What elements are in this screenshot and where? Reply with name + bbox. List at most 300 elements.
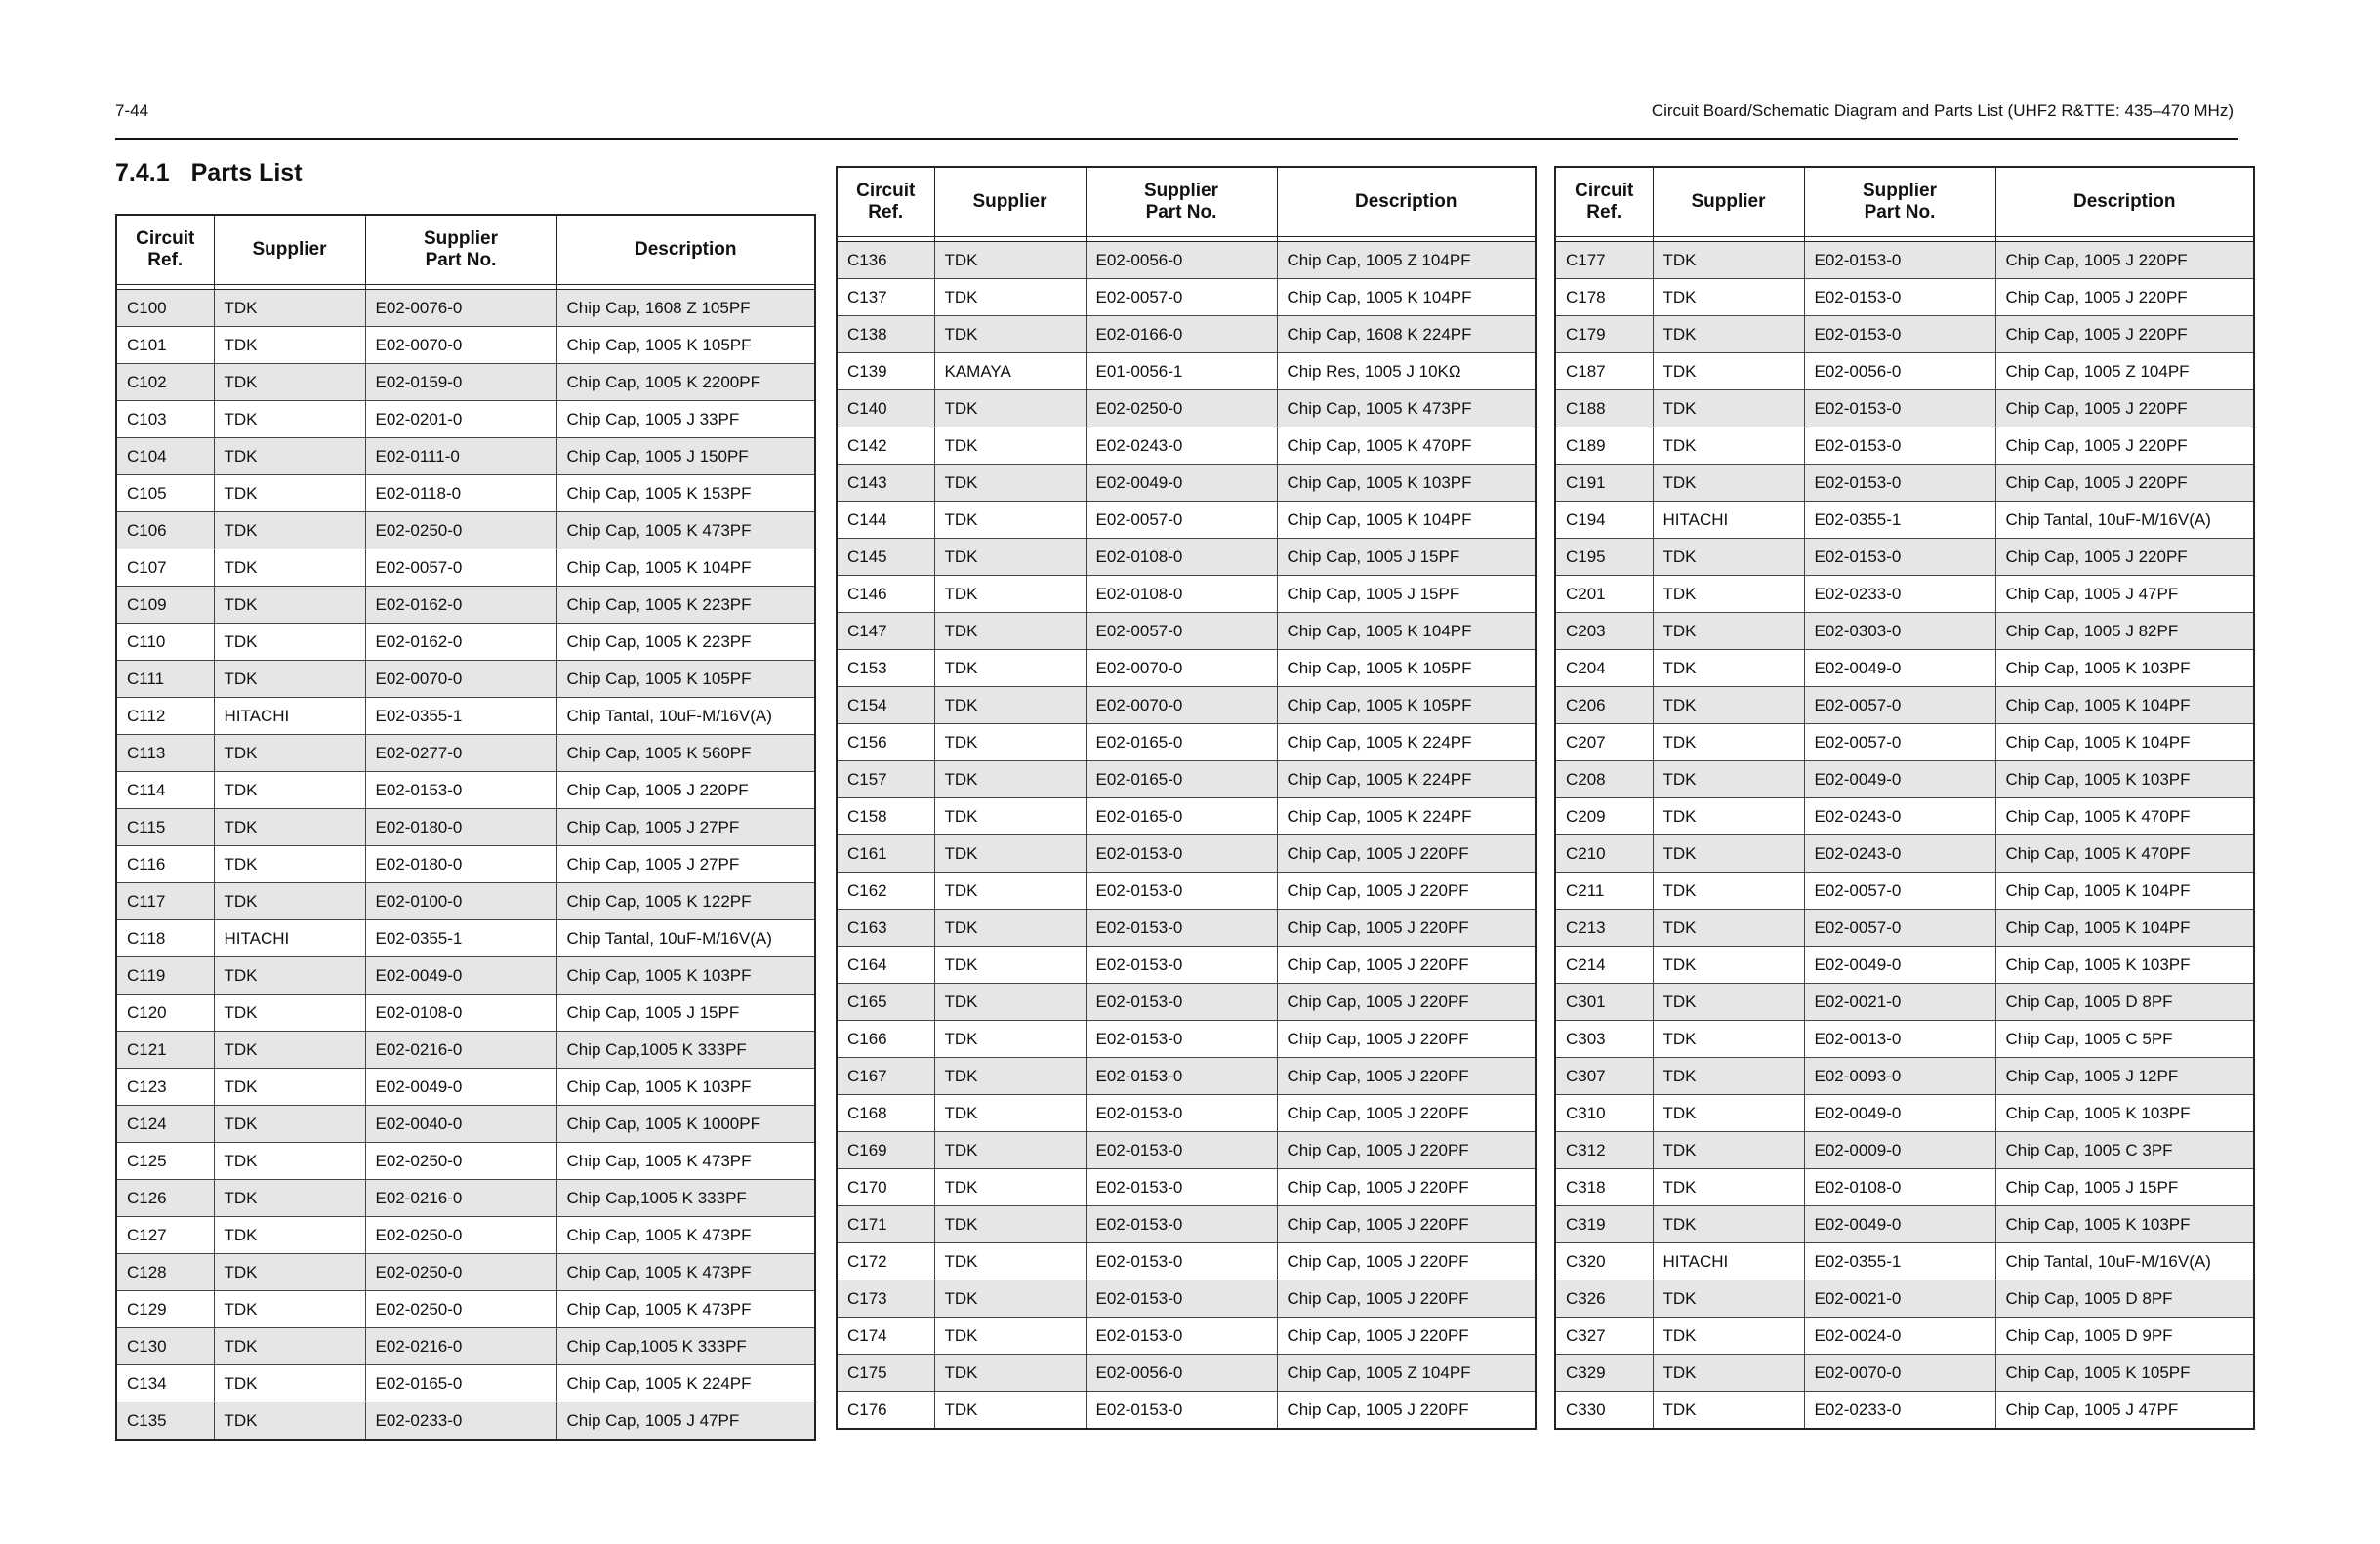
table-row — [116, 772, 815, 809]
cell-part-no: E02-0057-0 — [1086, 613, 1277, 650]
cell-supplier: TDK — [1653, 1169, 1804, 1206]
cell-description: Chip Cap, 1005 K 104PF — [1995, 873, 2254, 910]
cell-description: Chip Cap, 1005 K 104PF — [1995, 910, 2254, 947]
cell-circuit-ref: C327 — [1555, 1318, 1653, 1355]
cell-description: Chip Tantal, 10uF-M/16V(A) — [1995, 1243, 2254, 1280]
cell-supplier: TDK — [934, 1206, 1086, 1243]
cell-circuit-ref: C187 — [1555, 353, 1653, 390]
cell-supplier: TDK — [214, 1180, 365, 1217]
table-row — [1555, 1095, 2254, 1132]
cell-circuit-ref: C214 — [1555, 947, 1653, 984]
table-row — [1555, 1132, 2254, 1169]
cell-circuit-ref: C130 — [116, 1328, 214, 1365]
cell-circuit-ref: C158 — [837, 798, 934, 835]
cell-supplier: TDK — [934, 1132, 1086, 1169]
cell-description: Chip Cap,1005 K 333PF — [556, 1328, 815, 1365]
cell-part-no: E02-0355-1 — [365, 920, 556, 957]
cell-description: Chip Cap, 1005 J 220PF — [1277, 947, 1536, 984]
table-row — [837, 427, 1536, 465]
cell-part-no: E02-0153-0 — [1804, 539, 1995, 576]
table-row — [1555, 353, 2254, 390]
cell-supplier: TDK — [1653, 761, 1804, 798]
header-supplier: Supplier — [214, 215, 365, 285]
cell-supplier: TDK — [934, 576, 1086, 613]
cell-supplier: TDK — [934, 724, 1086, 761]
cell-circuit-ref: C101 — [116, 327, 214, 364]
cell-supplier: TDK — [1653, 910, 1804, 947]
cell-description: Chip Cap, 1005 K 104PF — [1277, 613, 1536, 650]
table-row — [837, 242, 1536, 279]
cell-description: Chip Tantal, 10uF-M/16V(A) — [556, 920, 815, 957]
cell-supplier: TDK — [214, 661, 365, 698]
cell-description: Chip Cap, 1005 J 220PF — [1277, 1206, 1536, 1243]
cell-description: Chip Cap, 1005 J 220PF — [1277, 835, 1536, 873]
cell-supplier: TDK — [1653, 390, 1804, 427]
cell-description: Chip Cap, 1005 J 220PF — [1277, 910, 1536, 947]
cell-description: Chip Cap, 1005 K 104PF — [1277, 502, 1536, 539]
cell-supplier: HITACHI — [214, 698, 365, 735]
table-row — [1555, 316, 2254, 353]
cell-description: Chip Cap, 1005 J 47PF — [556, 1402, 815, 1441]
cell-part-no: E02-0049-0 — [365, 957, 556, 995]
cell-supplier: TDK — [934, 835, 1086, 873]
cell-circuit-ref: C142 — [837, 427, 934, 465]
table-row — [837, 576, 1536, 613]
cell-circuit-ref: C171 — [837, 1206, 934, 1243]
table-row — [1555, 835, 2254, 873]
cell-description: Chip Cap, 1005 K 473PF — [556, 1254, 815, 1291]
cell-description: Chip Cap, 1005 J 220PF — [1277, 984, 1536, 1021]
cell-supplier: TDK — [934, 947, 1086, 984]
cell-description: Chip Tantal, 10uF-M/16V(A) — [1995, 502, 2254, 539]
cell-circuit-ref: C136 — [837, 242, 934, 279]
header-description: Description — [1995, 167, 2254, 237]
cell-circuit-ref: C161 — [837, 835, 934, 873]
cell-circuit-ref: C176 — [837, 1392, 934, 1430]
cell-supplier: TDK — [934, 613, 1086, 650]
cell-description: Chip Cap, 1005 K 470PF — [1277, 427, 1536, 465]
cell-part-no: E02-0243-0 — [1804, 798, 1995, 835]
table-row — [116, 957, 815, 995]
cell-part-no: E02-0057-0 — [1086, 279, 1277, 316]
table-row — [837, 1132, 1536, 1169]
cell-supplier: TDK — [934, 427, 1086, 465]
table-row — [116, 549, 815, 587]
table-row — [116, 327, 815, 364]
cell-circuit-ref: C120 — [116, 995, 214, 1032]
cell-supplier: TDK — [934, 1355, 1086, 1392]
cell-supplier: TDK — [214, 1328, 365, 1365]
cell-description: Chip Cap, 1005 J 220PF — [1995, 465, 2254, 502]
section-heading — [115, 159, 303, 187]
cell-description: Chip Cap, 1005 J 220PF — [1277, 1021, 1536, 1058]
cell-part-no: E01-0056-1 — [1086, 353, 1277, 390]
cell-circuit-ref: C166 — [837, 1021, 934, 1058]
cell-description: Chip Cap, 1005 J 82PF — [1995, 613, 2254, 650]
table-row — [1555, 687, 2254, 724]
table-row — [837, 984, 1536, 1021]
cell-description: Chip Cap, 1005 J 15PF — [556, 995, 815, 1032]
cell-part-no: E02-0049-0 — [1804, 947, 1995, 984]
cell-description: Chip Cap, 1005 J 220PF — [1277, 1058, 1536, 1095]
cell-description: Chip Cap, 1005 K 473PF — [556, 1291, 815, 1328]
cell-part-no: E02-0108-0 — [1086, 576, 1277, 613]
cell-circuit-ref: C138 — [837, 316, 934, 353]
cell-part-no: E02-0153-0 — [365, 772, 556, 809]
cell-part-no: E02-0153-0 — [1086, 1021, 1277, 1058]
table-row — [1555, 502, 2254, 539]
table-row — [116, 846, 815, 883]
cell-circuit-ref: C102 — [116, 364, 214, 401]
table-row — [116, 995, 815, 1032]
cell-circuit-ref: C127 — [116, 1217, 214, 1254]
table-row — [116, 512, 815, 549]
cell-description: Chip Cap, 1005 J 220PF — [1995, 242, 2254, 279]
table-row — [837, 1243, 1536, 1280]
cell-part-no: E02-0056-0 — [1086, 242, 1277, 279]
cell-part-no: E02-0201-0 — [365, 401, 556, 438]
cell-description: Chip Cap, 1005 K 473PF — [556, 1217, 815, 1254]
cell-description: Chip Cap, 1005 K 2200PF — [556, 364, 815, 401]
cell-supplier: TDK — [1653, 1132, 1804, 1169]
cell-description: Chip Cap, 1005 K 103PF — [1995, 1206, 2254, 1243]
cell-description: Chip Cap, 1005 K 103PF — [1995, 1095, 2254, 1132]
table-row — [116, 883, 815, 920]
cell-description: Chip Cap, 1005 D 8PF — [1995, 1280, 2254, 1318]
cell-description: Chip Cap, 1005 J 15PF — [1277, 539, 1536, 576]
cell-circuit-ref: C330 — [1555, 1392, 1653, 1430]
cell-circuit-ref: C128 — [116, 1254, 214, 1291]
cell-part-no: E02-0243-0 — [1086, 427, 1277, 465]
cell-circuit-ref: C114 — [116, 772, 214, 809]
cell-supplier: TDK — [934, 1095, 1086, 1132]
table-row — [1555, 947, 2254, 984]
cell-supplier: TDK — [1653, 1392, 1804, 1430]
cell-circuit-ref: C139 — [837, 353, 934, 390]
cell-circuit-ref: C106 — [116, 512, 214, 549]
cell-part-no: E02-0108-0 — [365, 995, 556, 1032]
cell-part-no: E02-0153-0 — [1086, 1058, 1277, 1095]
table-row — [116, 587, 815, 624]
cell-circuit-ref: C211 — [1555, 873, 1653, 910]
cell-circuit-ref: C118 — [116, 920, 214, 957]
cell-part-no: E02-0250-0 — [1086, 390, 1277, 427]
cell-part-no: E02-0153-0 — [1804, 316, 1995, 353]
table-row — [1555, 1058, 2254, 1095]
cell-part-no: E02-0070-0 — [1086, 650, 1277, 687]
cell-part-no: E02-0165-0 — [1086, 761, 1277, 798]
cell-supplier: TDK — [214, 1365, 365, 1402]
cell-supplier: TDK — [1653, 539, 1804, 576]
cell-part-no: E02-0070-0 — [1086, 687, 1277, 724]
cell-part-no: E02-0070-0 — [365, 661, 556, 698]
table-row — [116, 364, 815, 401]
table-row — [116, 661, 815, 698]
cell-supplier: TDK — [934, 390, 1086, 427]
table-row — [837, 1355, 1536, 1392]
cell-circuit-ref: C301 — [1555, 984, 1653, 1021]
cell-supplier: TDK — [214, 401, 365, 438]
cell-circuit-ref: C105 — [116, 475, 214, 512]
parts-table-3 — [1554, 166, 2255, 1430]
cell-circuit-ref: C156 — [837, 724, 934, 761]
table-row — [116, 1032, 815, 1069]
cell-part-no: E02-0250-0 — [365, 512, 556, 549]
cell-supplier: TDK — [214, 475, 365, 512]
table-row — [116, 475, 815, 512]
cell-part-no: E02-0153-0 — [1086, 1318, 1277, 1355]
cell-part-no: E02-0166-0 — [1086, 316, 1277, 353]
cell-circuit-ref: C147 — [837, 613, 934, 650]
table-row — [1555, 1318, 2254, 1355]
cell-part-no: E02-0056-0 — [1804, 353, 1995, 390]
header-part-no: Supplier Part No. — [365, 215, 556, 285]
table-row — [1555, 873, 2254, 910]
cell-circuit-ref: C110 — [116, 624, 214, 661]
cell-circuit-ref: C179 — [1555, 316, 1653, 353]
cell-part-no: E02-0180-0 — [365, 809, 556, 846]
cell-circuit-ref: C146 — [837, 576, 934, 613]
cell-circuit-ref: C307 — [1555, 1058, 1653, 1095]
cell-circuit-ref: C172 — [837, 1243, 934, 1280]
cell-description: Chip Cap, 1005 K 224PF — [1277, 798, 1536, 835]
cell-part-no: E02-0216-0 — [365, 1328, 556, 1365]
header-rule — [115, 138, 2238, 140]
cell-circuit-ref: C112 — [116, 698, 214, 735]
cell-part-no: E02-0057-0 — [1804, 724, 1995, 761]
cell-supplier: TDK — [214, 587, 365, 624]
cell-circuit-ref: C320 — [1555, 1243, 1653, 1280]
cell-circuit-ref: C104 — [116, 438, 214, 475]
table-row — [116, 1143, 815, 1180]
cell-supplier: TDK — [1653, 316, 1804, 353]
cell-supplier: TDK — [214, 438, 365, 475]
cell-description: Chip Cap, 1005 K 223PF — [556, 587, 815, 624]
header-description: Description — [556, 215, 815, 285]
cell-circuit-ref: C303 — [1555, 1021, 1653, 1058]
cell-part-no: E02-0049-0 — [1804, 1206, 1995, 1243]
cell-description: Chip Cap, 1005 K 224PF — [1277, 724, 1536, 761]
table-row — [837, 835, 1536, 873]
cell-description: Chip Cap, 1005 K 103PF — [1995, 761, 2254, 798]
table-row — [1555, 984, 2254, 1021]
running-title: Circuit Board/Schematic Diagram and Parts List (UHF2 R&TTE: 435–470 MHz) — [1651, 102, 2234, 120]
cell-supplier: TDK — [1653, 279, 1804, 316]
cell-part-no: E02-0153-0 — [1804, 465, 1995, 502]
table-row — [116, 809, 815, 846]
cell-circuit-ref: C326 — [1555, 1280, 1653, 1318]
cell-description: Chip Cap, 1005 J 47PF — [1995, 1392, 2254, 1430]
cell-supplier: TDK — [934, 1318, 1086, 1355]
cell-description: Chip Cap, 1005 D 9PF — [1995, 1318, 2254, 1355]
cell-part-no: E02-0021-0 — [1804, 984, 1995, 1021]
cell-circuit-ref: C153 — [837, 650, 934, 687]
cell-description: Chip Cap, 1005 K 153PF — [556, 475, 815, 512]
cell-supplier: TDK — [934, 1058, 1086, 1095]
cell-description: Chip Cap, 1005 K 103PF — [1995, 650, 2254, 687]
cell-description: Chip Cap,1005 K 333PF — [556, 1180, 815, 1217]
table-row — [116, 735, 815, 772]
table-row — [116, 1291, 815, 1328]
table-row — [1555, 1021, 2254, 1058]
table-row — [1555, 1169, 2254, 1206]
cell-supplier: TDK — [214, 883, 365, 920]
cell-description: Chip Cap, 1005 K 103PF — [1277, 465, 1536, 502]
table-row — [116, 1254, 815, 1291]
table-header-row — [116, 215, 815, 285]
table-row — [837, 761, 1536, 798]
cell-supplier: TDK — [214, 290, 365, 327]
cell-part-no: E02-0153-0 — [1804, 427, 1995, 465]
table-row — [837, 502, 1536, 539]
cell-part-no: E02-0153-0 — [1086, 1280, 1277, 1318]
cell-part-no: E02-0049-0 — [1804, 761, 1995, 798]
header-part-no: Supplier Part No. — [1804, 167, 1995, 237]
cell-supplier: TDK — [214, 1217, 365, 1254]
table-row — [837, 316, 1536, 353]
cell-supplier: TDK — [1653, 984, 1804, 1021]
cell-supplier: TDK — [934, 873, 1086, 910]
table-row — [1555, 1355, 2254, 1392]
cell-part-no: E02-0153-0 — [1086, 984, 1277, 1021]
cell-circuit-ref: C194 — [1555, 502, 1653, 539]
cell-part-no: E02-0250-0 — [365, 1254, 556, 1291]
table-row — [1555, 390, 2254, 427]
cell-supplier: TDK — [1653, 724, 1804, 761]
table-row — [837, 465, 1536, 502]
cell-description: Chip Cap,1005 K 333PF — [556, 1032, 815, 1069]
cell-part-no: E02-0040-0 — [365, 1106, 556, 1143]
cell-description: Chip Cap, 1005 J 220PF — [1277, 873, 1536, 910]
cell-supplier: TDK — [934, 1021, 1086, 1058]
cell-circuit-ref: C144 — [837, 502, 934, 539]
cell-description: Chip Cap, 1005 K 224PF — [556, 1365, 815, 1402]
cell-supplier: TDK — [934, 650, 1086, 687]
cell-part-no: E02-0277-0 — [365, 735, 556, 772]
cell-circuit-ref: C111 — [116, 661, 214, 698]
table-row — [1555, 761, 2254, 798]
cell-supplier: TDK — [1653, 835, 1804, 873]
cell-part-no: E02-0070-0 — [365, 327, 556, 364]
table-row — [837, 724, 1536, 761]
cell-circuit-ref: C117 — [116, 883, 214, 920]
cell-part-no: E02-0013-0 — [1804, 1021, 1995, 1058]
cell-description: Chip Cap, 1005 J 220PF — [556, 772, 815, 809]
table-row — [1555, 427, 2254, 465]
cell-circuit-ref: C213 — [1555, 910, 1653, 947]
cell-supplier: TDK — [214, 549, 365, 587]
cell-circuit-ref: C135 — [116, 1402, 214, 1441]
cell-supplier: TDK — [1653, 576, 1804, 613]
cell-supplier: TDK — [934, 465, 1086, 502]
cell-supplier: TDK — [1653, 1206, 1804, 1243]
table-row — [116, 624, 815, 661]
cell-part-no: E02-0355-1 — [1804, 502, 1995, 539]
cell-circuit-ref: C145 — [837, 539, 934, 576]
cell-description: Chip Cap, 1005 K 105PF — [556, 661, 815, 698]
cell-circuit-ref: C319 — [1555, 1206, 1653, 1243]
cell-description: Chip Cap, 1005 J 47PF — [1995, 576, 2254, 613]
cell-description: Chip Cap, 1005 J 220PF — [1277, 1392, 1536, 1430]
cell-description: Chip Cap, 1005 J 15PF — [1995, 1169, 2254, 1206]
cell-circuit-ref: C210 — [1555, 835, 1653, 873]
cell-circuit-ref: C168 — [837, 1095, 934, 1132]
table-row — [116, 1365, 815, 1402]
cell-description: Chip Cap, 1005 J 33PF — [556, 401, 815, 438]
cell-part-no: E02-0153-0 — [1086, 910, 1277, 947]
cell-supplier: TDK — [1653, 242, 1804, 279]
table-row — [837, 910, 1536, 947]
cell-circuit-ref: C163 — [837, 910, 934, 947]
cell-part-no: E02-0355-1 — [365, 698, 556, 735]
table-row — [837, 353, 1536, 390]
cell-circuit-ref: C203 — [1555, 613, 1653, 650]
cell-description: Chip Cap, 1005 J 27PF — [556, 809, 815, 846]
cell-circuit-ref: C206 — [1555, 687, 1653, 724]
cell-description: Chip Cap, 1005 C 3PF — [1995, 1132, 2254, 1169]
cell-supplier: TDK — [934, 539, 1086, 576]
cell-part-no: E02-0233-0 — [1804, 1392, 1995, 1430]
cell-description: Chip Cap, 1005 K 105PF — [1277, 650, 1536, 687]
cell-supplier: TDK — [1653, 947, 1804, 984]
cell-supplier: TDK — [214, 1402, 365, 1441]
cell-circuit-ref: C109 — [116, 587, 214, 624]
cell-circuit-ref: C178 — [1555, 279, 1653, 316]
table-row — [1555, 798, 2254, 835]
cell-part-no: E02-0153-0 — [1804, 279, 1995, 316]
cell-part-no: E02-0153-0 — [1086, 1206, 1277, 1243]
cell-description: Chip Cap, 1005 J 12PF — [1995, 1058, 2254, 1095]
cell-part-no: E02-0153-0 — [1804, 390, 1995, 427]
cell-circuit-ref: C189 — [1555, 427, 1653, 465]
cell-circuit-ref: C154 — [837, 687, 934, 724]
cell-circuit-ref: C174 — [837, 1318, 934, 1355]
table-row — [837, 1021, 1536, 1058]
cell-description: Chip Cap, 1005 J 220PF — [1995, 427, 2254, 465]
cell-description: Chip Cap, 1005 K 105PF — [1995, 1355, 2254, 1392]
table-row — [1555, 576, 2254, 613]
table-row — [116, 1328, 815, 1365]
table-row — [1555, 242, 2254, 279]
cell-part-no: E02-0108-0 — [1804, 1169, 1995, 1206]
cell-supplier: TDK — [1653, 1355, 1804, 1392]
cell-description: Chip Cap, 1005 K 104PF — [556, 549, 815, 587]
cell-description: Chip Cap, 1005 K 104PF — [1995, 687, 2254, 724]
cell-description: Chip Cap, 1005 J 27PF — [556, 846, 815, 883]
cell-supplier: TDK — [214, 846, 365, 883]
cell-part-no: E02-0233-0 — [365, 1402, 556, 1441]
table-row — [837, 1206, 1536, 1243]
cell-supplier: TDK — [214, 1143, 365, 1180]
cell-supplier: TDK — [934, 798, 1086, 835]
cell-circuit-ref: C177 — [1555, 242, 1653, 279]
header-part-no: Supplier Part No. — [1086, 167, 1277, 237]
table-row — [837, 798, 1536, 835]
cell-supplier: TDK — [214, 809, 365, 846]
cell-circuit-ref: C125 — [116, 1143, 214, 1180]
cell-part-no: E02-0153-0 — [1086, 1243, 1277, 1280]
cell-part-no: E02-0165-0 — [1086, 724, 1277, 761]
cell-circuit-ref: C140 — [837, 390, 934, 427]
cell-description: Chip Cap, 1608 Z 105PF — [556, 290, 815, 327]
parts-table-1 — [115, 214, 816, 1441]
cell-part-no: E02-0250-0 — [365, 1143, 556, 1180]
header-supplier: Supplier — [934, 167, 1086, 237]
table-row — [837, 613, 1536, 650]
cell-supplier: TDK — [934, 316, 1086, 353]
cell-circuit-ref: C318 — [1555, 1169, 1653, 1206]
cell-circuit-ref: C124 — [116, 1106, 214, 1143]
